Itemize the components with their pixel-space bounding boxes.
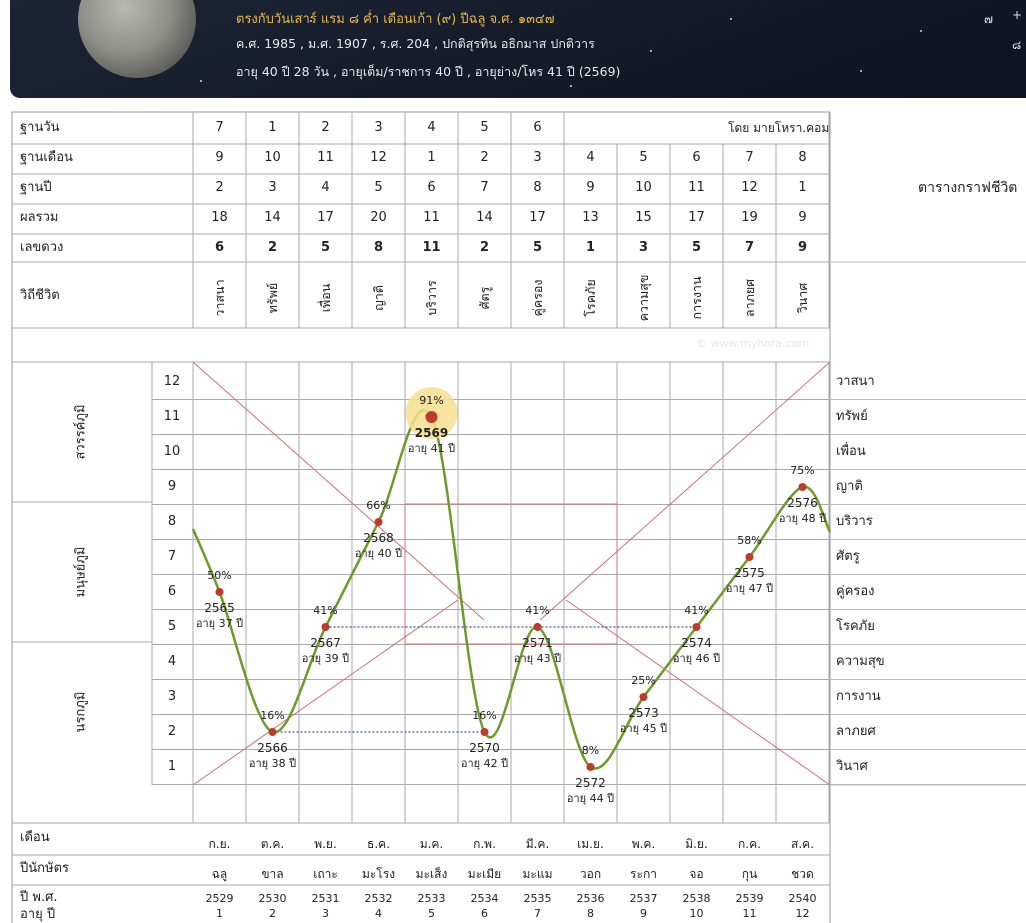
point-age: อายุ 42 ปี bbox=[460, 757, 509, 770]
month-value: เม.ย. bbox=[577, 837, 604, 851]
point-age: อายุ 37 ปี bbox=[195, 617, 244, 630]
data-point bbox=[375, 518, 383, 526]
point-year: 2574 bbox=[681, 636, 712, 650]
row-value: 3 bbox=[533, 150, 542, 165]
point-percent: 58% bbox=[737, 534, 762, 547]
data-point bbox=[216, 588, 224, 596]
row-value: 10 bbox=[264, 150, 281, 165]
row-value: 9 bbox=[215, 150, 224, 165]
point-percent: 91% bbox=[419, 394, 444, 407]
zodiac-value: กุน bbox=[741, 867, 758, 881]
path-vertical-label: วินาศ bbox=[794, 282, 810, 314]
row-value: 17 bbox=[688, 210, 705, 225]
data-point bbox=[269, 728, 277, 736]
right-path-label: บริวาร bbox=[836, 514, 873, 529]
right-path-label: ญาติ bbox=[836, 479, 863, 494]
data-point bbox=[481, 728, 489, 736]
header-era-line: ค.ศ. 1985 , ม.ศ. 1907 , ร.ศ. 204 , ปกติสุรทิน อธิกมาส ปกติวาร bbox=[236, 36, 595, 51]
path-vertical-label: วาสนา bbox=[211, 279, 227, 317]
row-value: 11 bbox=[688, 180, 705, 195]
row-value: 6 bbox=[427, 180, 436, 195]
row-value: 1 bbox=[585, 240, 596, 255]
path-vertical-label: ศัตรู bbox=[476, 286, 492, 310]
path-vertical-label: เพื่อน bbox=[317, 283, 333, 313]
month-value: ก.ย. bbox=[208, 837, 231, 851]
right-path-label: ลาภยศ bbox=[836, 724, 876, 739]
row-value: 2 bbox=[479, 240, 490, 255]
row-value: 14 bbox=[476, 210, 493, 225]
month-value: ต.ค. bbox=[260, 837, 285, 851]
row-value: 9 bbox=[798, 210, 807, 225]
row-value: 10 bbox=[635, 180, 652, 195]
age-label: อายุ ปี bbox=[20, 907, 56, 922]
row-value: 3 bbox=[374, 120, 383, 135]
level-tick: 3 bbox=[167, 689, 177, 704]
path-vertical-label: บริวาร bbox=[423, 280, 439, 316]
row-value: 2 bbox=[215, 180, 224, 195]
header-plus: + bbox=[1012, 8, 1023, 22]
row-value: 3 bbox=[638, 240, 649, 255]
row-value: 12 bbox=[370, 150, 387, 165]
row-value: 4 bbox=[586, 150, 595, 165]
path-vertical-label: ลาภยศ bbox=[741, 278, 757, 318]
point-year: 2575 bbox=[734, 566, 765, 580]
data-point bbox=[534, 623, 542, 631]
row-value: 6 bbox=[533, 120, 542, 135]
row-label: ฐานวัน bbox=[20, 120, 60, 135]
row-value: 9 bbox=[586, 180, 595, 195]
point-year: 2576 bbox=[787, 496, 818, 510]
age-value: 11 bbox=[742, 907, 757, 920]
row-value: 11 bbox=[422, 240, 441, 255]
path-vertical-label: ทรัพย์ bbox=[264, 282, 280, 314]
row-value: 5 bbox=[639, 150, 648, 165]
point-percent: 25% bbox=[631, 674, 656, 687]
data-point bbox=[640, 693, 648, 701]
row-value: 8 bbox=[373, 240, 384, 255]
row-value: 20 bbox=[370, 210, 387, 225]
row-value: 2 bbox=[321, 120, 330, 135]
point-percent: 75% bbox=[790, 464, 815, 477]
age-value: 9 bbox=[640, 907, 647, 920]
data-point bbox=[693, 623, 701, 631]
point-age: อายุ 40 ปี bbox=[354, 547, 403, 560]
level-tick: 4 bbox=[167, 654, 177, 669]
month-value: ม.ค. bbox=[419, 837, 444, 851]
point-age: อายุ 45 ปี bbox=[619, 722, 668, 735]
header-date-line: ตรงกับวันเสาร์ แรม ๘ ค่ำ เดือนเก้า (๙) ปีฉลู จ.ศ. ๑๓๔๗ bbox=[236, 12, 555, 27]
row-value: 7 bbox=[744, 240, 755, 255]
age-value: 2 bbox=[269, 907, 276, 920]
row-value: 19 bbox=[741, 210, 758, 225]
year-value: 2536 bbox=[576, 892, 605, 905]
header-age-line: อายุ 40 ปี 28 วัน , อายุเต็ม/ราชการ 40 ปี , อายุย่าง/โหร 41 ปี (2569) bbox=[236, 64, 621, 79]
age-value: 3 bbox=[322, 907, 329, 920]
header-right-number-2: ๘ bbox=[1012, 38, 1022, 52]
row-value: 17 bbox=[529, 210, 546, 225]
month-value: ก.ค. bbox=[738, 837, 761, 851]
right-path-label: ศัตรู bbox=[836, 549, 860, 564]
year-value: 2532 bbox=[364, 892, 393, 905]
right-path-label: เพื่อน bbox=[836, 444, 866, 459]
point-percent: 8% bbox=[581, 744, 600, 757]
point-year: 2572 bbox=[575, 776, 606, 790]
row-value: 15 bbox=[635, 210, 652, 225]
age-value: 12 bbox=[795, 907, 810, 920]
data-point bbox=[587, 763, 595, 771]
age-value: 6 bbox=[481, 907, 488, 920]
path-label: วิถีชีวิต bbox=[20, 288, 60, 303]
data-point bbox=[322, 623, 330, 631]
row-value: 12 bbox=[741, 180, 758, 195]
row-value: 3 bbox=[268, 180, 277, 195]
point-percent: 16% bbox=[472, 709, 497, 722]
point-age: อายุ 47 ปี bbox=[725, 582, 774, 595]
age-value: 1 bbox=[216, 907, 223, 920]
point-age: อายุ 48 ปี bbox=[778, 512, 827, 525]
level-tick: 7 bbox=[167, 549, 177, 564]
zodiac-value: ขาล bbox=[261, 867, 284, 881]
month-value: มี.ค. bbox=[525, 837, 550, 851]
year-value: 2535 bbox=[523, 892, 552, 905]
data-point-highlight bbox=[426, 411, 438, 423]
path-vertical-label: คู่ครอง bbox=[529, 279, 545, 317]
right-path-label: โรคภัย bbox=[836, 619, 875, 634]
row-value: 5 bbox=[480, 120, 489, 135]
zodiac-value: วอก bbox=[579, 867, 602, 881]
month-value: ธ.ค. bbox=[367, 837, 390, 851]
row-value: 2 bbox=[480, 150, 489, 165]
zodiac-value: ฉลู bbox=[211, 867, 228, 881]
year-value: 2540 bbox=[788, 892, 817, 905]
zone-label: นรกภูมิ bbox=[73, 691, 89, 733]
point-year: 2569 bbox=[414, 426, 449, 440]
right-path-label: ความสุข bbox=[836, 654, 885, 669]
month-label: เดือน bbox=[20, 830, 50, 845]
point-year: 2571 bbox=[522, 636, 553, 650]
data-point bbox=[746, 553, 754, 561]
row-value: 17 bbox=[317, 210, 334, 225]
point-percent: 41% bbox=[684, 604, 709, 617]
watermark: © www.myhora.com bbox=[696, 337, 810, 350]
row-value: 13 bbox=[582, 210, 599, 225]
credit-text: โดย มายโหรา.คอม bbox=[728, 121, 830, 135]
point-year: 2567 bbox=[310, 636, 341, 650]
level-tick: 5 bbox=[167, 619, 177, 634]
point-year: 2570 bbox=[469, 741, 500, 755]
age-value: 8 bbox=[587, 907, 594, 920]
row-value: 1 bbox=[427, 150, 436, 165]
level-tick: 10 bbox=[163, 444, 181, 459]
row-value: 2 bbox=[267, 240, 278, 255]
level-tick: 9 bbox=[167, 479, 177, 494]
month-value: พ.ค. bbox=[631, 837, 656, 851]
row-value: 7 bbox=[745, 150, 754, 165]
zodiac-value: เถาะ bbox=[313, 867, 338, 881]
path-vertical-label: ความสุข bbox=[635, 274, 651, 322]
zone-label: สวรรค์ภูมิ bbox=[73, 404, 89, 460]
right-path-label: การงาน bbox=[836, 689, 881, 704]
point-percent: 41% bbox=[525, 604, 550, 617]
year-value: 2530 bbox=[258, 892, 287, 905]
right-path-label: วินาศ bbox=[836, 759, 868, 774]
path-vertical-label: โรคภัย bbox=[582, 279, 598, 317]
row-value: 7 bbox=[215, 120, 224, 135]
point-year: 2566 bbox=[257, 741, 288, 755]
level-tick: 2 bbox=[167, 724, 177, 739]
month-value: มิ.ย. bbox=[685, 837, 708, 851]
row-value: 1 bbox=[268, 120, 277, 135]
row-value: 4 bbox=[321, 180, 330, 195]
year-value: 2529 bbox=[205, 892, 234, 905]
row-label: ฐานเดือน bbox=[20, 150, 73, 165]
row-value: 5 bbox=[691, 240, 702, 255]
right-path-label: คู่ครอง bbox=[836, 584, 875, 599]
guide-diagonal bbox=[540, 362, 830, 620]
point-year: 2565 bbox=[204, 601, 235, 615]
level-tick: 6 bbox=[167, 584, 177, 599]
point-percent: 16% bbox=[260, 709, 285, 722]
age-value: 10 bbox=[689, 907, 704, 920]
age-value: 4 bbox=[375, 907, 382, 920]
row-label: เลขดวง bbox=[20, 240, 64, 255]
year-value: 2533 bbox=[417, 892, 446, 905]
zodiac-value: มะเส็ง bbox=[415, 867, 448, 881]
level-tick: 1 bbox=[167, 759, 177, 774]
row-label: ผลรวม bbox=[20, 210, 59, 225]
level-tick: 11 bbox=[163, 409, 181, 424]
zodiac-value: มะเมีย bbox=[467, 867, 502, 881]
point-age: อายุ 39 ปี bbox=[301, 652, 350, 665]
point-age: อายุ 46 ปี bbox=[672, 652, 721, 665]
row-label: ฐานปี bbox=[20, 180, 52, 195]
data-point bbox=[799, 483, 807, 491]
row-value: 1 bbox=[798, 180, 807, 195]
row-value: 5 bbox=[320, 240, 331, 255]
year-value: 2538 bbox=[682, 892, 711, 905]
row-value: 14 bbox=[264, 210, 281, 225]
row-value: 8 bbox=[533, 180, 542, 195]
year-value: 2537 bbox=[629, 892, 658, 905]
path-vertical-label: ญาติ bbox=[370, 285, 386, 311]
row-value: 5 bbox=[374, 180, 383, 195]
point-age: อายุ 38 ปี bbox=[248, 757, 297, 770]
row-value: 6 bbox=[692, 150, 701, 165]
row-value: 6 bbox=[214, 240, 225, 255]
zodiac-value: ชวด bbox=[791, 867, 814, 881]
year-value: 2539 bbox=[735, 892, 764, 905]
age-value: 5 bbox=[428, 907, 435, 920]
zodiac-value: ระกา bbox=[630, 867, 657, 881]
header-right-number: ๗ bbox=[984, 12, 994, 26]
point-age: อายุ 43 ปี bbox=[513, 652, 562, 665]
level-tick: 8 bbox=[167, 514, 177, 529]
month-value: พ.ย. bbox=[314, 837, 337, 851]
row-value: 11 bbox=[317, 150, 334, 165]
row-value: 11 bbox=[423, 210, 440, 225]
point-percent: 50% bbox=[207, 569, 232, 582]
month-value: ส.ค. bbox=[791, 837, 814, 851]
point-age: อายุ 44 ปี bbox=[566, 792, 615, 805]
row-value: 8 bbox=[798, 150, 807, 165]
point-percent: 41% bbox=[313, 604, 338, 617]
point-percent: 66% bbox=[366, 499, 391, 512]
row-value: 4 bbox=[427, 120, 436, 135]
path-vertical-label: การงาน bbox=[688, 276, 704, 320]
row-value: 5 bbox=[532, 240, 543, 255]
age-value: 7 bbox=[534, 907, 541, 920]
chart-title: ตารางกราฟชีวิต bbox=[918, 180, 1018, 196]
point-year: 2568 bbox=[363, 531, 394, 545]
zone-label: มนุษย์ภูมิ bbox=[73, 546, 89, 598]
right-path-label: วาสนา bbox=[836, 374, 875, 389]
row-value: 9 bbox=[797, 240, 808, 255]
zodiac-value: จอ bbox=[689, 867, 704, 881]
month-value: ก.พ. bbox=[473, 837, 496, 851]
level-tick: 12 bbox=[163, 374, 181, 389]
zodiac-value: มะโรง bbox=[361, 867, 396, 881]
point-age: อายุ 41 ปี bbox=[407, 442, 456, 455]
point-year: 2573 bbox=[628, 706, 659, 720]
year-value: 2531 bbox=[311, 892, 340, 905]
zodiac-label: ปีนักษัตร bbox=[20, 861, 70, 876]
row-value: 18 bbox=[211, 210, 228, 225]
right-path-label: ทรัพย์ bbox=[836, 409, 868, 424]
year-label: ปี พ.ศ. bbox=[20, 890, 58, 905]
zodiac-value: มะแม bbox=[522, 867, 553, 881]
year-value: 2534 bbox=[470, 892, 499, 905]
row-value: 7 bbox=[480, 180, 489, 195]
